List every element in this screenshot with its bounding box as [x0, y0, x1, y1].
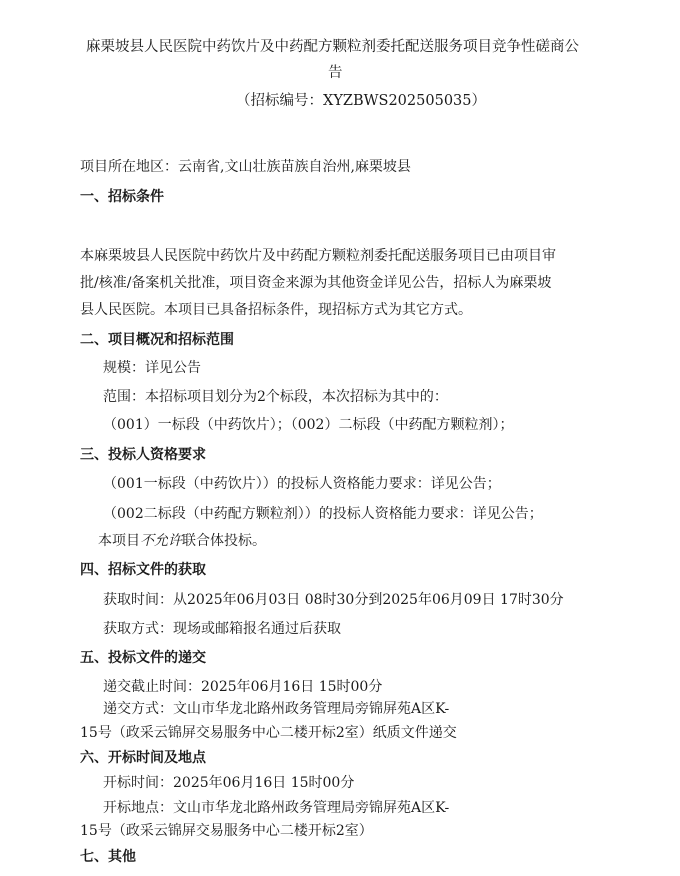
qualification-requirement-lot-1: （001一标段（中药饮片））的投标人资格能力要求：详见公告； [103, 476, 501, 492]
bidding-conditions-text-line-3: 县人民医院。本项目已具备招标条件，现招标方式为其它方式。 [80, 302, 472, 318]
section-heading-bidder-qualification: 三、投标人资格要求 [80, 447, 206, 463]
bid-number: （招标编号：XYZBWS202505035） [236, 93, 486, 109]
qualification-requirement-lot-2: （002二标段（中药配方颗粒剂））的投标人资格能力要求：详见公告； [103, 506, 543, 522]
opening-place-line-2: 15号（政采云锦屏交易服务中心二楼开标2室） [80, 823, 373, 839]
submission-method-line-2: 15号（政采云锦屏交易服务中心二楼开标2室）纸质文件递交 [80, 725, 457, 741]
opening-time: 开标时间：2025年06月16日 15时00分 [103, 775, 355, 791]
document-title-line-2: 告 [328, 65, 343, 81]
section-heading-bid-submission: 五、投标文件的递交 [80, 650, 206, 666]
project-lots: （001）一标段（中药饮片）；（002）二标段（中药配方颗粒剂）； [103, 417, 514, 433]
joint-bidding-statement [98, 532, 266, 550]
joint-bidding-prefix: 本项目 [98, 533, 140, 549]
joint-bidding-not-allowed: 不允许 [140, 533, 182, 549]
bidding-conditions-text-line-2: 批/核准/备案机关批准，项目资金来源为其他资金详见公告，招标人为麻栗坡 [80, 275, 552, 291]
submission-method-line-1: 递交方式：文山市华龙北路州政务管理局旁锦屏苑A区K- [103, 701, 450, 717]
project-scope: 范围：本招标项目划分为2个标段，本次招标为其中的： [103, 389, 448, 405]
section-heading-opening-time-place: 六、开标时间及地点 [80, 750, 206, 766]
opening-place-line-1: 开标地点：文山市华龙北路州政务管理局旁锦屏苑A区K- [103, 800, 450, 816]
bidding-conditions-text-line-1: 本麻栗坡县人民医院中药饮片及中药配方颗粒剂委托配送服务项目已由项目审 [80, 248, 556, 264]
section-heading-document-acquisition: 四、招标文件的获取 [80, 562, 206, 578]
submission-deadline: 递交截止时间：2025年06月16日 15时00分 [103, 679, 383, 695]
joint-bidding-suffix: 联合体投标。 [182, 533, 266, 549]
project-scale: 规模：详见公告 [103, 360, 201, 376]
project-location: 项目所在地区：云南省,文山壮族苗族自治州,麻栗坡县 [80, 159, 411, 175]
section-heading-bidding-conditions: 一、招标条件 [80, 189, 164, 205]
acquisition-time: 获取时间：从2025年06月03日 08时30分到2025年06月09日 17时30分 [103, 592, 564, 608]
section-heading-project-overview: 二、项目概况和招标范围 [80, 332, 234, 348]
section-heading-other: 七、其他 [80, 849, 136, 865]
acquisition-method: 获取方式：现场或邮箱报名通过后获取 [103, 621, 341, 637]
document-title-line-1: 麻栗坡县人民医院中药饮片及中药配方颗粒剂委托配送服务项目竞争性磋商公 [86, 39, 579, 55]
